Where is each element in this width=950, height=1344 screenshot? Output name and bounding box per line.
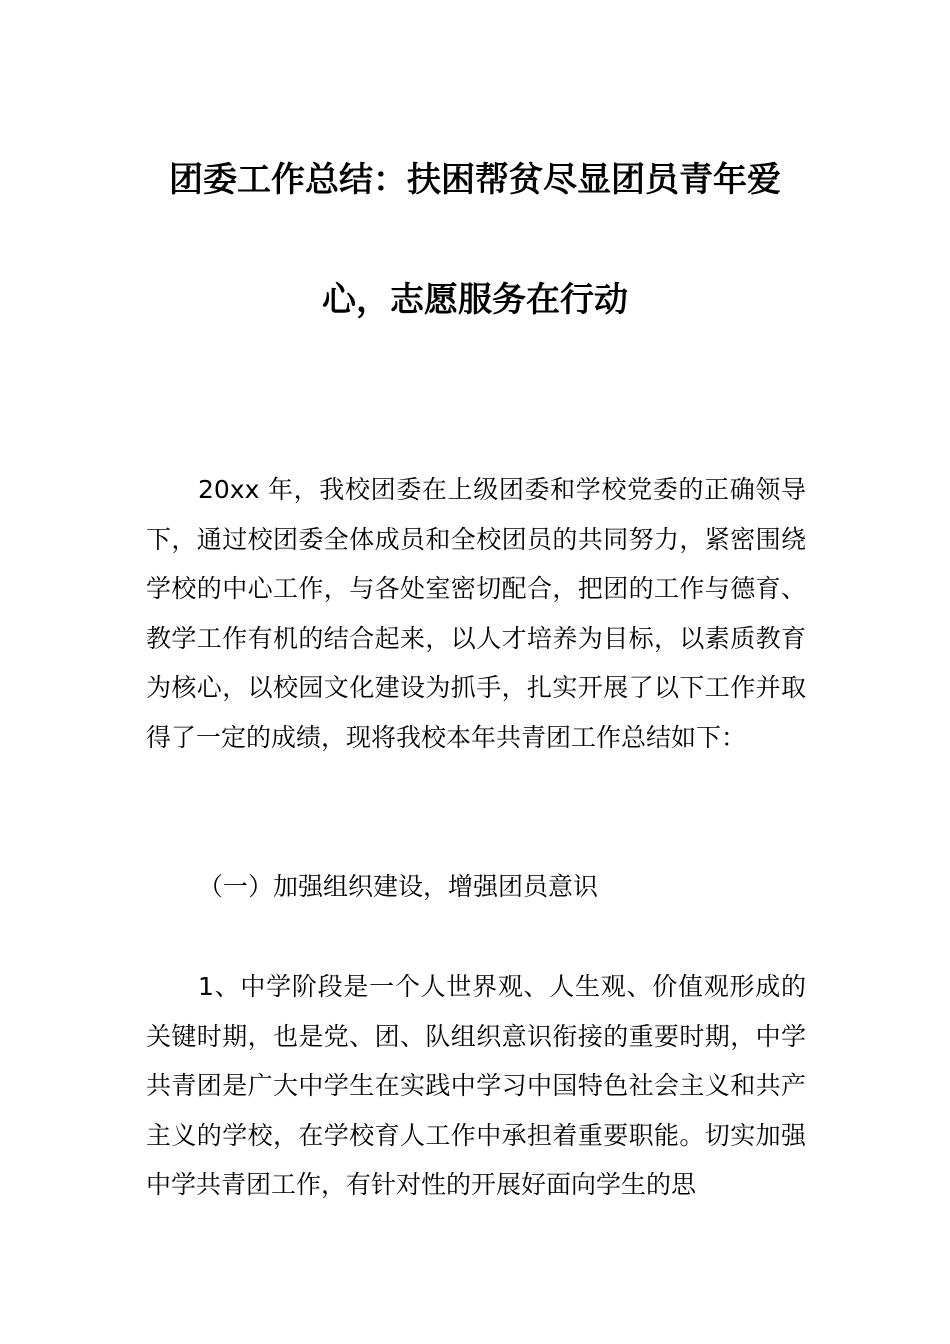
document-title-line-1: 团委工作总结：扶困帮贫尽显团员青年爱 xyxy=(169,160,781,200)
section-heading: （一）加强组织建设，增强团员意识 xyxy=(198,872,599,901)
point-1-paragraph: 1、中学阶段是一个人世界观、人生观、价值观形成的关键时期，也是党、团、队组织意识衔接的重要时期，中学共青团是广大中学生在实践中学习中国特色社会主义和共产主义的学校，在学校育人工作中承担着重要职能。切实加强中学共青团工作，有针对性的开展好面向学生的思 xyxy=(146,972,806,1199)
intro-paragraph: 20xx 年，我校团委在上级团委和学校党委的正确领导下，通过校团委全体成员和全校团员的共同努力，紧密围绕学校的中心工作，与各处室密切配合，把团的工作与德育、教学工作有机的结合起来，以人才培养为目标，以素质教育为核心，以校园文化建设为抓手，扎实开展了以下工作并取得了一定的成绩，现将我校本年共青团工作总结如下： xyxy=(146,475,806,752)
document-title-line-2: 心，志愿服务在行动 xyxy=(322,280,628,320)
